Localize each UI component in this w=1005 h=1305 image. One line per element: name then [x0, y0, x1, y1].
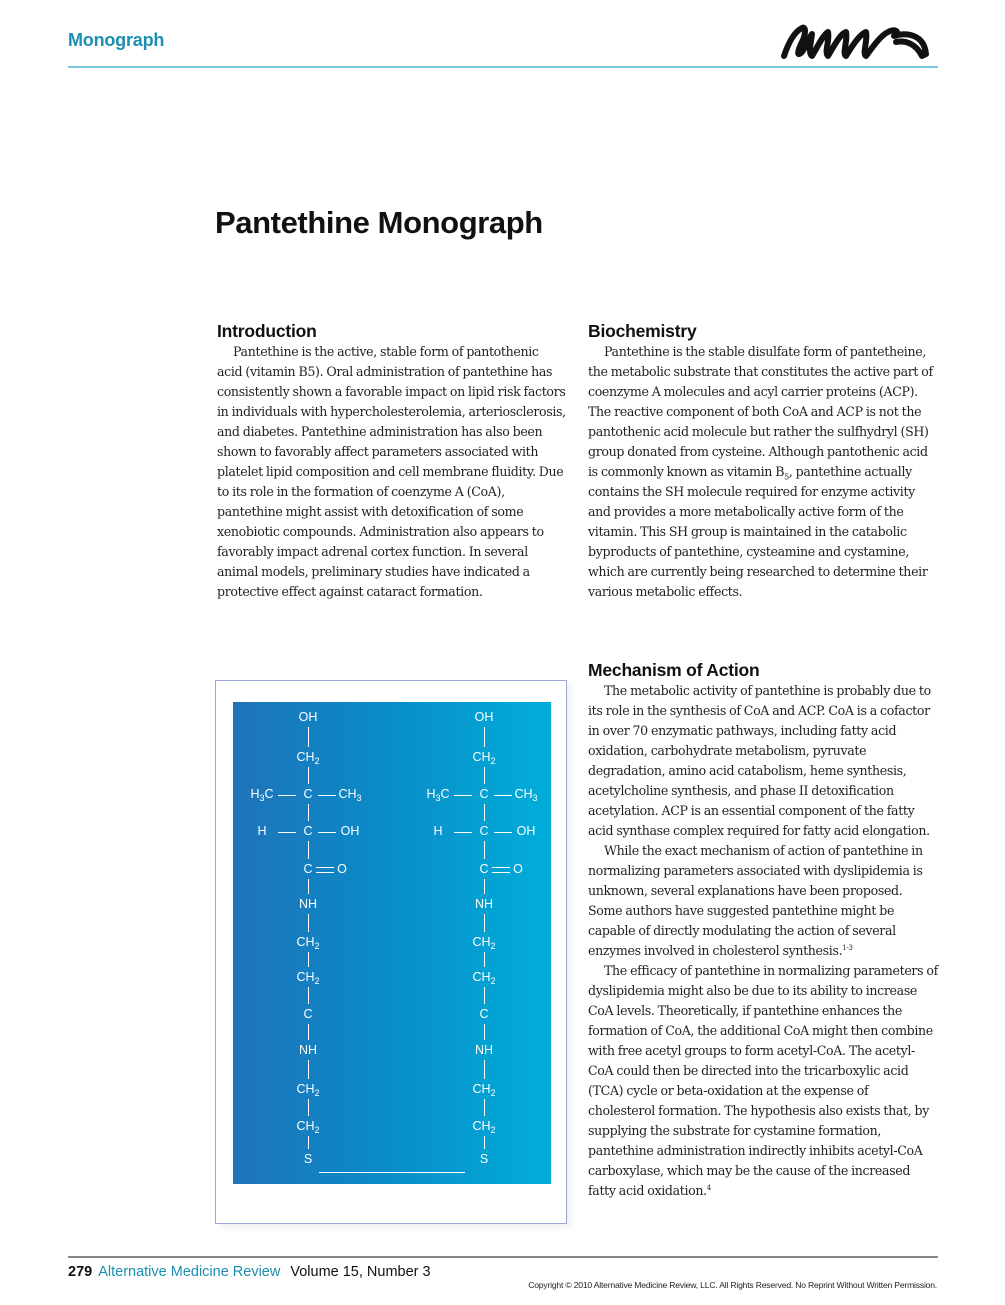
atom-label: $CH_2$: [296, 1082, 320, 1098]
volume-info: Volume 15, Number 3: [290, 1264, 431, 1280]
atom-label: C: [479, 862, 489, 876]
amr-logo-icon: [776, 14, 936, 64]
bond-line: [484, 767, 485, 784]
atom-label: $CH_2$: [472, 1119, 496, 1135]
molecule-unit-right: [414, 702, 554, 1184]
atom-label: C: [479, 824, 489, 838]
atom-label: $CH_2$: [472, 935, 496, 951]
bond-line: [484, 952, 485, 967]
bond-line: [278, 832, 296, 833]
atom-label: C: [303, 787, 313, 801]
bond-line: [308, 879, 309, 894]
bond-line: [308, 1099, 309, 1116]
bond-line: [484, 914, 485, 932]
paragraph: The metabolic activity of pantethine is probably due to its role in the synthesis of CoA and ACP. CoA is a cofactor in over 70 enzymatic pathways, including fatty acid oxidation, carbohydrate metabolism, pyruvate degradation, amino acid catabolism, heme synthesis, acetylcholine synthesis, and phase II detoxification acetylation. ACP is an essential component of the fatty acid synthase complex required for fatty acid elongation.: [588, 683, 931, 838]
bond-line: [494, 832, 512, 833]
section-heading: Mechanism of Action: [588, 660, 760, 680]
atom-label: $CH_2$: [296, 750, 320, 766]
paragraph: The efficacy of pantethine in normalizing parameters of dyslipidemia might also be due to its ability to increase CoA levels. Theoretically, if pantethine enhances the formation of CoA, the additional CoA might then combine with free acetyl groups to form acetyl-CoA. The acetyl-CoA could then be directed into the tricarboxylic acid (TCA) cycle or beta-oxidation at the expense of cholesterol formation. The hypothesis also exists that, by supplying the substrate for cystamine formation, pantethine administration indirectly inhibits acetyl-CoA carboxylase, which may be the cause of the increased fatty acid oxidation.$^4$: [588, 963, 938, 1198]
section-label: Monograph: [68, 30, 165, 50]
journal-name: Alternative Medicine Review: [98, 1264, 281, 1280]
section-heading: Biochemistry: [588, 321, 697, 341]
bond-line: [492, 872, 510, 873]
atom-label: OH: [298, 710, 318, 724]
atom-label: NH: [474, 897, 494, 911]
atom-label: NH: [298, 1043, 318, 1057]
bond-line: [484, 841, 485, 859]
paragraph: Pantethine is the stable disulfate form of pantetheine, the metabolic substrate that constitutes the active part of coenzyme A molecules and acyl carrier proteins (ACP). The reactive component of both CoA and ACP is not the pantothenic acid molecule but rather the sulfhydryl (SH) group donated from cysteine. Although pantothenic acid is commonly known as vitamin $B_5$, pantethine actually contains the SH molecule required for enzyme activity and provides a more metabolically active form of the vitamin. This SH group is maintained in the catabolic byproducts of pantethine, cysteamine and cystamine, which are currently being researched to determine their various metabolic effects.: [588, 344, 933, 599]
atom-label: C: [303, 862, 313, 876]
bond-line: [484, 804, 485, 821]
disulfide-bond: [319, 1172, 465, 1173]
bond-line: [484, 987, 485, 1004]
atom-label: $H_3C$: [250, 787, 274, 803]
bond-line: [484, 1099, 485, 1116]
structure-figure: [215, 680, 567, 1224]
bond-line: [316, 872, 334, 873]
atom-label: OH: [516, 824, 536, 838]
atom-label: $CH_2$: [296, 970, 320, 986]
section-heading: Introduction: [217, 321, 317, 341]
bond-line: [308, 767, 309, 784]
footer-divider: [68, 1256, 938, 1258]
atom-label: $CH_3$: [514, 787, 538, 803]
bond-line: [492, 867, 510, 868]
page-title: Pantethine Monograph: [215, 205, 543, 240]
bond-line: [308, 841, 309, 859]
atom-label: C: [479, 787, 489, 801]
atom-label: $CH_2$: [296, 935, 320, 951]
paragraph: While the exact mechanism of action of pantethine in normalizing parameters associated with dyslipidemia is unknown, several explanations have been proposed. Some authors have suggested pantethine might be capable of directly modulating the action of several enzymes involved in cholesterol synthesis.$^{1-3}$: [588, 843, 923, 958]
bond-line: [308, 1136, 309, 1149]
bond-line: [318, 832, 336, 833]
atom-label: O: [337, 862, 347, 876]
bond-line: [308, 1024, 309, 1040]
section-mechanism-of-action: [588, 659, 938, 1201]
bond-line: [454, 795, 472, 796]
bond-line: [308, 727, 309, 747]
citation-ref: 4: [706, 1183, 711, 1192]
citation-ref: 1-3: [842, 943, 853, 952]
atom-label: S: [479, 1152, 489, 1166]
atom-label: $H_3C$: [426, 787, 450, 803]
subscript: 5: [784, 472, 789, 482]
atom-label: O: [513, 862, 523, 876]
section-introduction: [217, 320, 567, 602]
bond-line: [308, 952, 309, 967]
page-number: 279: [68, 1264, 93, 1280]
bond-line: [494, 795, 512, 796]
bond-line: [308, 987, 309, 1004]
atom-label: NH: [298, 897, 318, 911]
footer: [68, 1264, 431, 1280]
pantethine-structure-diagram: [233, 702, 551, 1184]
atom-label: OH: [474, 710, 494, 724]
atom-label: C: [479, 1007, 489, 1021]
bond-line: [484, 1060, 485, 1079]
atom-label: H: [257, 824, 267, 838]
atom-label: S: [303, 1152, 313, 1166]
bond-line: [316, 867, 334, 868]
molecule-unit-left: [238, 702, 378, 1184]
bond-line: [454, 832, 472, 833]
bond-line: [278, 795, 296, 796]
atom-label: $CH_2$: [296, 1119, 320, 1135]
bond-line: [308, 804, 309, 821]
atom-label: NH: [474, 1043, 494, 1057]
paragraph: Pantethine is the active, stable form of pantothenic acid (vitamin B5). Oral administration of pantethine has consistently shown a favorable impact on lipid risk factors in individuals with hypercholesterolemia, arteriosclerosis, and diabetes. Pantethine administration has also been shown to favorably affect parameters associated with platelet lipid composition and cell membrane fluidity. Due to its role in the formation of coenzyme A (CoA), pantethine might assist with detoxification of some xenobiotic compounds. Administration also appears to favorably impact adrenal cortex function. In several animal models, preliminary studies have indicated a protective effect against cataract formation.: [217, 344, 566, 599]
atom-label: H: [433, 824, 443, 838]
atom-label: C: [303, 1007, 313, 1021]
bond-line: [484, 727, 485, 747]
bond-line: [308, 1060, 309, 1079]
atom-label: $CH_2$: [472, 750, 496, 766]
bond-line: [308, 914, 309, 932]
atom-label: C: [303, 824, 313, 838]
bond-line: [484, 1024, 485, 1040]
atom-label: OH: [340, 824, 360, 838]
atom-label: $CH_2$: [472, 970, 496, 986]
atom-label: $CH_3$: [338, 787, 362, 803]
bond-line: [318, 795, 336, 796]
header-divider: [68, 66, 938, 68]
section-biochemistry: [588, 320, 938, 602]
bond-line: [484, 879, 485, 894]
atom-label: $CH_2$: [472, 1082, 496, 1098]
copyright-notice: Copyright © 2010 Alternative Medicine Review, LLC. All Rights Reserved. No Reprint Without Written Permission.: [528, 1280, 937, 1290]
bond-line: [484, 1136, 485, 1149]
